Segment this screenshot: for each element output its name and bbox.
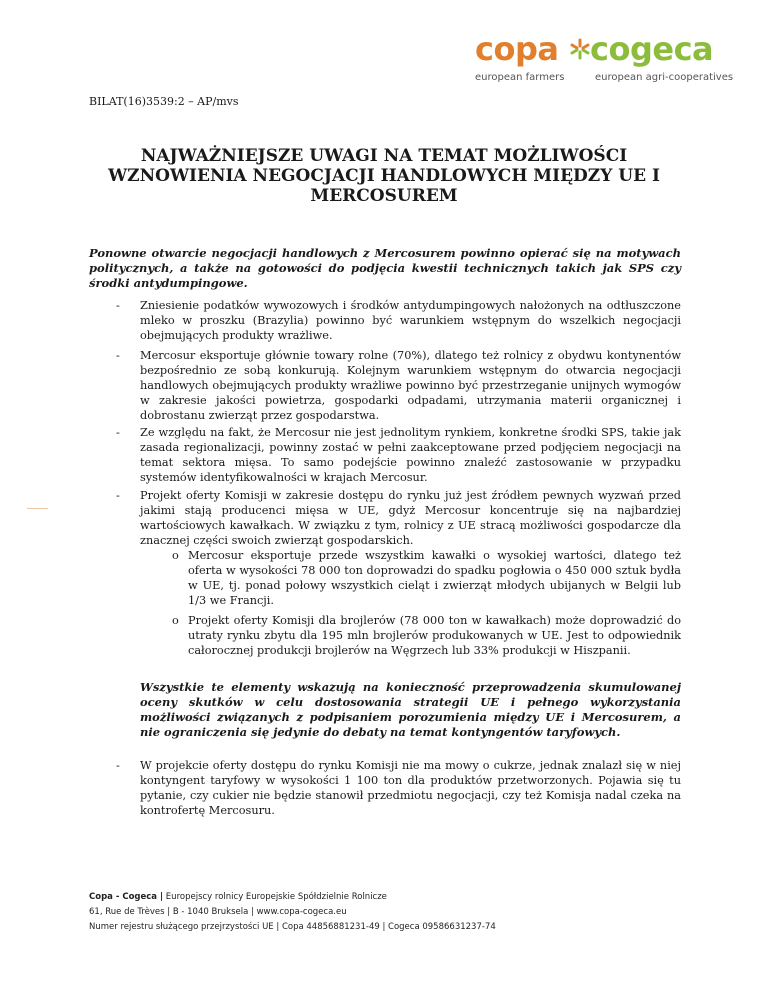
- sub-list-item-text: Mercosur eksportuje przede wszystkim kawałki o wysokiej wartości, dlatego też oferta w wysokości 78 000 ton doprowadzi do spadku pogłowia o 450 000 sztuk bydła w UE, tj. ponad połowy wszystkich cieląt i zwierząt młodych ubijanych w Belgii lub 1/3 we Francji.: [188, 549, 681, 607]
- dash-marker: -: [116, 489, 120, 502]
- dash-marker: -: [116, 759, 120, 772]
- copa-cogeca-logo: [475, 32, 735, 92]
- list-item-text: W projekcie oferty dostępu do rynku Komisji nie ma mowy o cukrze, jednak znalazł się w niej kontyngent taryfowy w wysokości 1 100 ton dla produktów przetworzonych. Pojawia się tu pytanie, czy cukier nie będzie stanowił przedmiotu negocjacji, czy też Komisja nadal czeka na kontrofertę Mercosuru.: [140, 759, 681, 817]
- dash-marker: -: [116, 426, 120, 439]
- page-footer: [89, 890, 709, 935]
- bullet-marker: o: [172, 614, 179, 627]
- emphasis-paragraph: Wszystkie te elementy wskazują na konieczność przeprowadzenia skumulowanej oceny skutków w celu dostosowania strategii UE i pełnego wykorzystania możliwości związanych z podpisaniem porozumienia między UE i Mercosurem, a nie ograniczenia się jedynie do debaty na temat kontyngentów taryfowych.: [140, 680, 681, 739]
- list-item: [89, 298, 681, 343]
- list-item-text: Ze względu na fakt, że Mercosur nie jest jednolitym rynkiem, konkretne środki SPS, takie jak zasada regionalizacji, powinny zostać w pełni zaakceptowane przed podjęciem negocjacji na temat sektora mięsa. To samo podejście powinno znaleźć zastosowanie w przypadku systemów identyfikowalności w krajach Mercosur.: [140, 426, 681, 484]
- logo-asterisk-icon: [569, 38, 591, 60]
- footer-registry: Numer rejestru służącego przejrzystości UE | Copa 44856881231-49 | Cogeca 09586631237-74: [89, 922, 496, 932]
- sub-list-item: [140, 613, 681, 658]
- logo-copa-word: copa: [475, 30, 559, 68]
- sub-list-item: [140, 548, 681, 608]
- logo-cogeca-word: cogeca: [590, 30, 714, 68]
- bullet-marker: o: [172, 549, 179, 562]
- footer-org-line: [89, 890, 709, 905]
- logo-subtitle-cooperatives: european agri-cooperatives: [595, 72, 734, 83]
- list-item: [89, 758, 681, 818]
- logo-subtitle-farmers: european farmers: [475, 72, 565, 83]
- footer-org-name: Copa - Cogeca |: [89, 892, 164, 902]
- margin-mark: [27, 508, 48, 509]
- list-item: [89, 348, 681, 423]
- list-item-text: Zniesienie podatków wywozowych i środków antydumpingowych nałożonych na odtłuszczone mleko w proszku (Brazylia) powinno być warunkiem wstępnym do wszelkich negocjacji obejmujących produkty wrażliwe.: [140, 299, 681, 342]
- footer-org-description: Europejscy rolnicy Europejskie Spółdzielnie Rolnicze: [163, 892, 387, 902]
- document-title: NAJWAŻNIEJSZE UWAGI NA TEMAT MOŻLIWOŚCI WZNOWIENIA NEGOCJACJI HANDLOWYCH MIĘDZY UE I MERCOSUREM: [108, 146, 660, 206]
- dash-marker: -: [116, 299, 120, 312]
- intro-paragraph: Ponowne otwarcie negocjacji handlowych z Mercosurem powinno opierać się na motywach politycznych, a także na gotowości do podjęcia kwestii technicznych takich jak SPS czy środki antydumpingowe.: [89, 246, 681, 290]
- list-item: [89, 425, 681, 485]
- list-item-text: Mercosur eksportuje głównie towary rolne (70%), dlatego też rolnicy z obydwu kontynentów bezpośrednio ze sobą konkurują. Kolejnym warunkiem wstępnym do otwarcia negocjacji handlowych obejmujących produkty wrażliwe powinno być przestrzeganie unijnych wymogów w zakresie jakości powietrza, gospodarki odpadami, utrzymania materii organicznej i dobrostanu zwierząt przez gospodarstwa.: [140, 349, 681, 422]
- list-item-text: Projekt oferty Komisji w zakresie dostępu do rynku już jest źródłem pewnych wyzwań przed jakimi stają producenci mięsa w UE, gdyż Mercosur koncentruje się na najbardziej wartościowych kawałkach. W związku z tym, rolnicy z UE stracą możliwości gospodarcze dla znacznej części swoich zwierząt gospodarskich.: [140, 489, 681, 547]
- list-item: [89, 488, 681, 548]
- document-reference: BILAT(16)3539:2 – AP/mvs: [89, 95, 239, 108]
- footer-address: 61, Rue de Trèves | B - 1040 Bruksela | www.copa-cogeca.eu: [89, 907, 347, 917]
- sub-list-item-text: Projekt oferty Komisji dla brojlerów (78 000 ton w kawałkach) może doprowadzić do utraty rynku zbytu dla 195 mln brojlerów produkowanych w UE. Jest to odpowiednik całorocznej produkcji brojlerów na Węgrzech lub 33% produkcji w Hiszpanii.: [188, 614, 681, 657]
- dash-marker: -: [116, 349, 120, 362]
